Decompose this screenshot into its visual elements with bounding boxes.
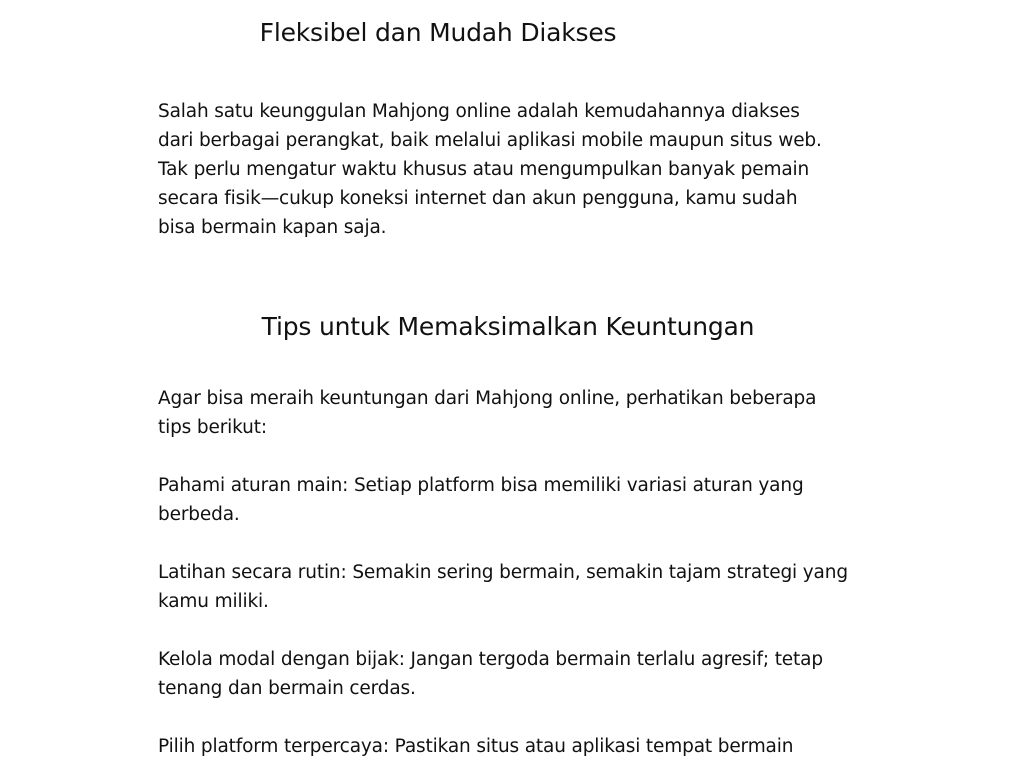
tips-intro-paragraph: Agar bisa meraih keuntungan dari Mahjong online, perhatikan beberapa tips berikut: <box>158 388 817 438</box>
section-paragraph-flexible: Salah satu keunggulan Mahjong online adalah kemudahannya diakses dari berbagai perangkat, baik melalui aplikasi mobile maupun situs web. Tak perlu mengatur waktu khusus atau mengumpulkan banyak pemain secara fisik—cukup koneksi internet dan akun pengguna, kamu sudah bisa bermain kapan saja. <box>158 101 822 238</box>
section-heading-tips: Tips untuk Memaksimalkan Keuntungan <box>261 312 755 341</box>
tip-item: Pilih platform terpercaya: Pastikan situs atau aplikasi tempat bermain <box>158 736 794 757</box>
tip-item: Kelola modal dengan bijak: Jangan tergoda bermain terlalu agresif; tetap tenang dan bermain cerdas. <box>158 649 823 699</box>
tip-item: Pahami aturan main: Setiap platform bisa memiliki variasi aturan yang berbeda. <box>158 475 804 525</box>
tip-item: Latihan secara rutin: Semakin sering bermain, semakin tajam strategi yang kamu miliki. <box>158 562 848 612</box>
section-heading-flexible: Fleksibel dan Mudah Diakses <box>259 18 617 47</box>
